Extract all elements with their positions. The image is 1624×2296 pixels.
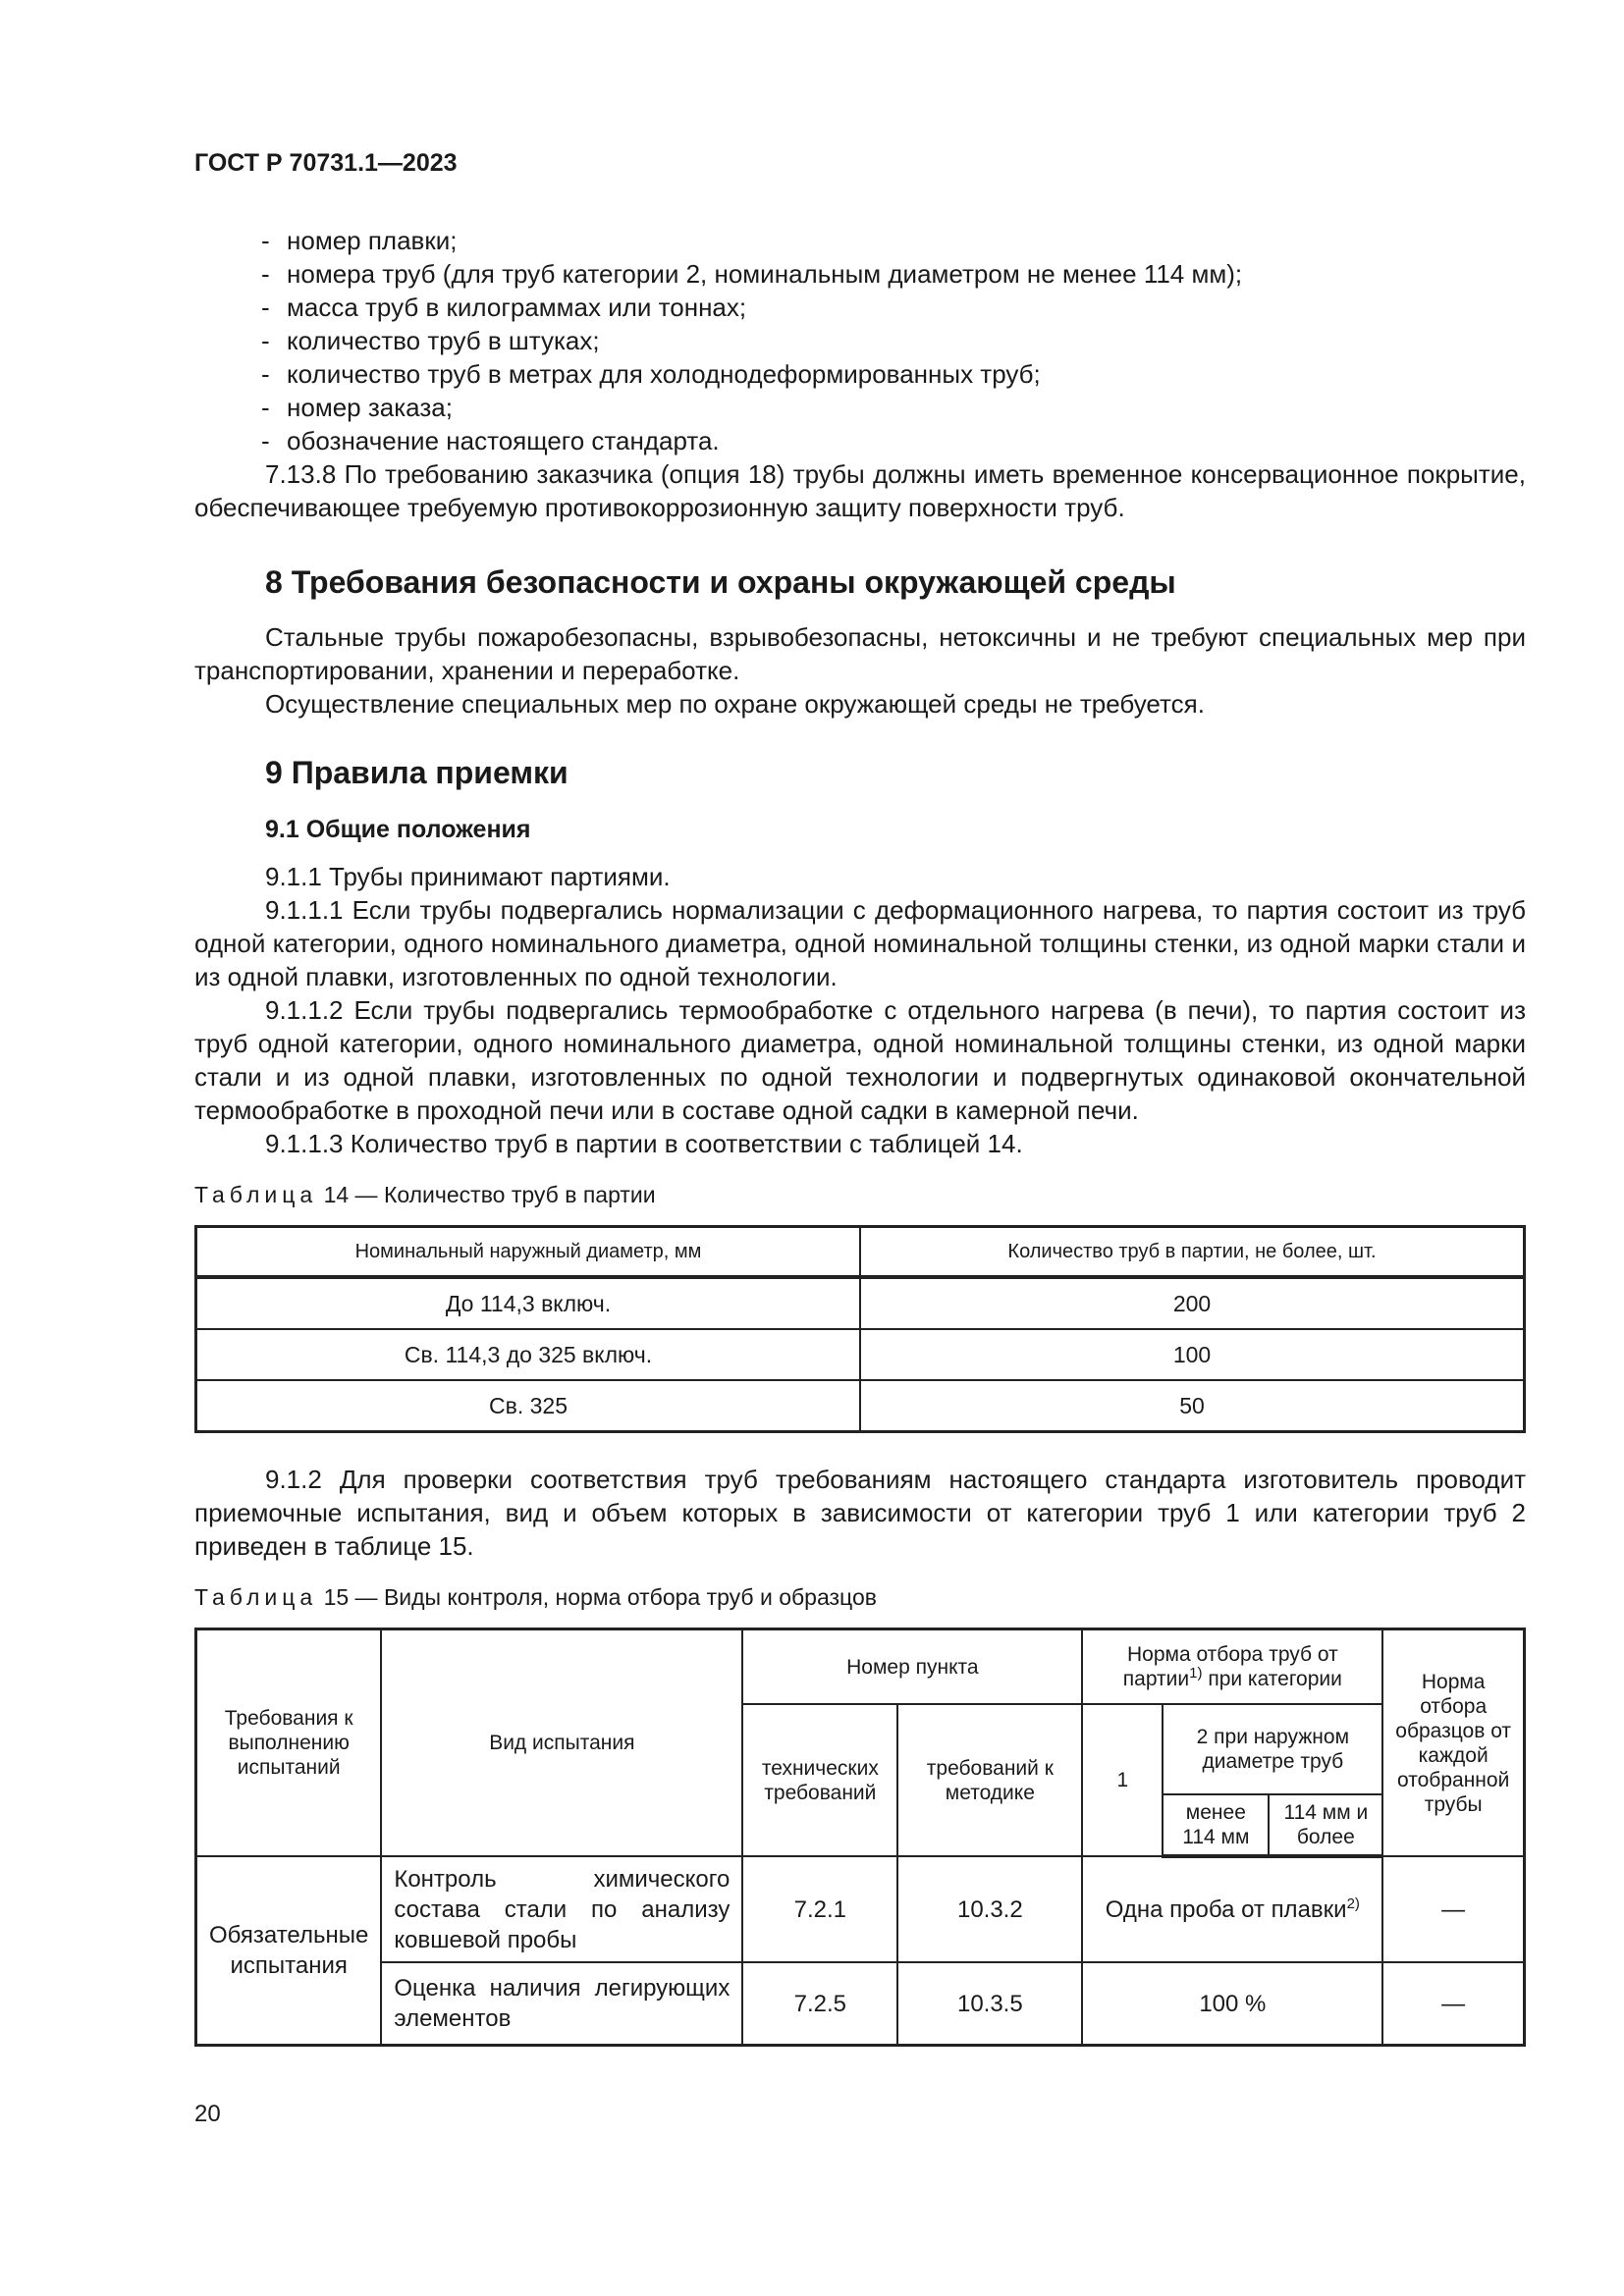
list-item: - количество труб в метрах для холоднодеформированных труб; (261, 359, 1041, 389)
table-15 (194, 1628, 1526, 2047)
section-8-paragraph: Осуществление специальных мер по охране окружающей среды не требуется. (265, 689, 1205, 719)
table-header: требований к методике (897, 1704, 1082, 1856)
list-item: - обозначение настоящего стандарта. (261, 426, 720, 455)
section-8-paragraph: Стальные трубы пожаробезопасны, взрывобезопасны, нетоксичны и не требуют специальных мер при транспортировании, хранении и переработке. (194, 622, 1526, 685)
table-row: Оценка наличия легирующих элементов 7.2.5 10.3.5 100 % — (196, 1962, 1525, 2046)
paragraph-9-1-1-2: 9.1.1.2 Если трубы подвергались термообработке с отдельного нагрева (в печи), то партия состоит из труб одной категории, одного номинального диаметра, одной номинальной толщины стенки, из одной марки стали и из одной плавки, изготовленных по одной технологии и подвергнутых одинаковой окончательной термообработке в проходной печи или в составе одной садки в камерной печи. (194, 995, 1526, 1125)
paragraph-9-1-1: 9.1.1 Трубы принимают партиями. (265, 862, 671, 891)
list-item: - номер плавки; (261, 226, 458, 255)
table-header: технических требований (742, 1704, 897, 1856)
list-item: - номер заказа; (261, 393, 453, 422)
table-row: Обязательные испытания Контроль химического состава стали по анализу ковшевой пробы 7.2.1 10.3.2 Одна проба от плавки$^{2)}$ — (196, 1856, 1525, 1962)
table-header: Норма отбора образцов от каждой отобранной трубы (1382, 1629, 1524, 1857)
table-14 (194, 1225, 1526, 1433)
page-header: ГОСТ Р 70731.1—2023 (194, 149, 458, 177)
section-8-title: 8 Требования безопасности и охраны окружающей среды (265, 564, 1176, 600)
section-9-title: 9 Правила приемки (265, 755, 568, 790)
paragraph-9-1-1-3: 9.1.1.3 Количество труб в партии в соответствии с таблицей 14. (265, 1129, 1023, 1158)
table-header: менее 114 мм (1163, 1794, 1269, 1856)
subsection-9-1-title: 9.1 Общие положения (265, 816, 531, 843)
paragraph-9-1-2: 9.1.2 Для проверки соответствия труб требованиям настоящего стандарта изготовитель проводит приемочные испытания, вид и объем которых в зависимости от категории труб 1 или категории труб 2 приведен в таблице 15. (194, 1465, 1526, 1561)
table-header: 2 при наружном диаметре труб (1163, 1704, 1382, 1794)
table-header: 1 (1082, 1704, 1163, 1856)
paragraph-7-13-8: 7.13.8 По требованию заказчика (опция 18) трубы должны иметь временное консервационное покрытие, обеспечивающее требуемую противокоррозионную защиту поверхности труб. (194, 459, 1526, 522)
list-item: - масса труб в килограммах или тоннах; (261, 293, 747, 322)
table-header: Требования к выполнению испытаний (196, 1629, 382, 1857)
table-header: Номинальный наружный диаметр, мм (196, 1227, 861, 1278)
group-label: Обязательные испытания (196, 1856, 382, 2046)
table-header: Номер пункта (742, 1629, 1082, 1705)
list-item: - количество труб в штуках; (261, 326, 600, 355)
paragraph-9-1-1-1: 9.1.1.1 Если трубы подвергались нормализации с деформационного нагрева, то партия состоит из труб одной категории, одного номинального диаметра, одной номинальной толщины стенки, из одной марки стали и из одной плавки, изготовленных по одной технологии. (194, 895, 1526, 991)
marking-list (194, 224, 1526, 457)
table-header: Количество труб в партии, не более, шт. (860, 1227, 1525, 1278)
table-14-caption: Таблица 14 — Количество труб в партии (194, 1182, 656, 1207)
table-header: Вид испытания (381, 1629, 742, 1857)
table-header: Норма отбора труб от партии$^{1)}$ при категории (1082, 1629, 1382, 1705)
table-row: Св. 325 50 (196, 1380, 1525, 1432)
table-row: До 114,3 включ. 200 (196, 1277, 1525, 1329)
table-header: 114 мм и более (1269, 1794, 1382, 1856)
list-item: - номера труб (для труб категории 2, номинальным диаметром не менее 114 мм); (261, 259, 1243, 289)
table-row: Св. 114,3 до 325 включ. 100 (196, 1329, 1525, 1380)
table-15-caption: Таблица 15 — Виды контроля, норма отбора труб и образцов (194, 1584, 877, 1610)
page-number: 20 (194, 2101, 221, 2127)
page-content (194, 224, 1526, 2047)
